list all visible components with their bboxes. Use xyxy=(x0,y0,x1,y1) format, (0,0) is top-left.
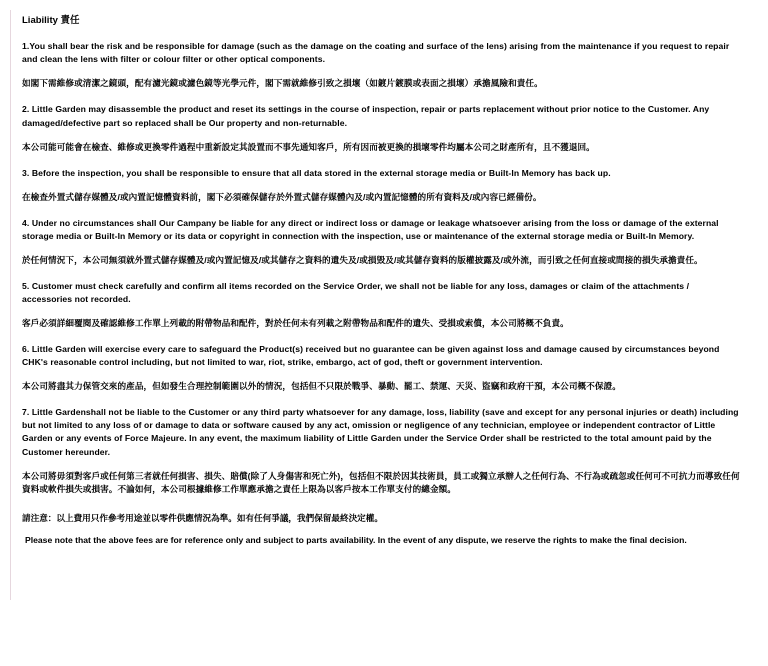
final-note-en: Please note that the above fees are for reference only and subject to parts availability. In the event of any dispute, we reserve the rights to make the final decision. xyxy=(25,534,687,545)
clause-1-en: 1.You shall bear the risk and be responsible for damage (such as the damage on the coating and surface of the lens) arising from the maintenance if you request to repair and clean the lens with filter or colour filter or other optical components. xyxy=(22,41,730,65)
clause-6-en: 6. Little Garden will exercise every care to safeguard the Product(s) received but no guarantee can be given against loss and damage caused by circumstances beyond CHK's reasonable control including, but not limited to war, riot, strike, embargo, act of god, theft or government intervention. xyxy=(22,344,720,368)
clause-2-zh: 本公司能可能會在檢查、維修或更換零件過程中重新設定其設置而不事先通知客戶，所有因而被更換的損壞零件均屬本公司之財產所有，且不獲退回。 xyxy=(22,141,595,152)
clause-3-en: 3. Before the inspection, you shall be responsible to ensure that all data stored in the external storage media or Built-In Memory has back up. xyxy=(22,167,611,178)
clause-4-zh: 於任何情況下，本公司無須就外置式儲存媒體及/或內置記憶及/或其儲存之資料的遺失及/或損毀及/或其儲存資料的版權披露及/或外流，而引致之任何直接或間接的損失承擔責任。 xyxy=(22,254,703,265)
clause-5-en: 5. Customer must check carefully and confirm all items recorded on the Service Order, we shall not be liable for any loss, damages or claim of the attachments / accessories not recorded. xyxy=(22,280,690,305)
page-title: Liability 責任 xyxy=(22,15,80,26)
clause-7-en: 7. Little Gardenshall not be liable to the Customer or any third party whatsoever for any damage, loss, liability (save and except for any personal injuries or death) including but not limited to any loss of or damage to data or software caused by any act, omission or negligence of any technician, employee or independent contractor of Little Garden or any events of Force Majeure. In any event, the maximum liability of Little Garden under the Service Order shall be restricted to the total amount paid by the Customer hereunder. xyxy=(22,407,739,457)
clause-6-zh: 本公司將盡其力保管交來的產品，但如發生合理控制範圍以外的情況，包括但不只限於戰爭、暴動、罷工、禁運、天災、盜竊和政府干預，本公司概不保證。 xyxy=(22,381,621,392)
page-left-rule xyxy=(10,10,11,600)
clause-3-zh: 在檢查外置式儲存媒體及/或內置記憶體資料前，閣下必須確保儲存於外置式儲存媒體內及/或內置記憶體的所有資料及/或內容已經備份。 xyxy=(22,191,542,202)
clause-4-en: 4. Under no circumstances shall Our Campany be liable for any direct or indirect loss or damage or leakage whatsoever arising from the loss or damage of the external storage media or Built-In Memory or its data or copyright in connection with the inspection, use or maintenance of the external storage media or Built-In Memory. xyxy=(22,217,719,241)
clause-1-zh: 如閣下需維修或清潔之鏡頭，配有濾光鏡或濾色鏡等光學元件，閣下需就維修引致之損壞（如鍍片鍍膜或表面之損壞）承擔風險和責任。 xyxy=(22,78,543,89)
clause-7-zh: 本公司將毋須對客戶或任何第三者就任何損害、損失、賠償(除了人身傷害和死亡外)，包括但不限於因其技術員，員工或獨立承辦人之任何行為、不行為或疏忽或任何可不可抗力而導致任何資料或軟件損失或損害。不論如何，本公司根據維修工作單應承擔之責任上限為以客戶按本工作單支付的總金額。 xyxy=(22,470,740,494)
clause-5-zh: 客戶必須詳細覆閱及確認維修工作單上列載的附帶物品和配件，對於任何未有列載之附帶物品和配件的遺失、受損或索償，本公司將概不負責。 xyxy=(22,318,569,329)
final-note-zh: 請注意：以上費用只作參考用途並以零件供應情況為準。如有任何爭議，我們保留最終決定權。 xyxy=(22,512,383,523)
clause-2-en: 2. Little Garden may disassemble the product and reset its settings in the course of inspection, repair or parts replacement without prior notice to the Customer. Any damaged/defective part so replaced shall be Our property and non-returnable. xyxy=(22,104,710,128)
final-note xyxy=(22,512,740,547)
